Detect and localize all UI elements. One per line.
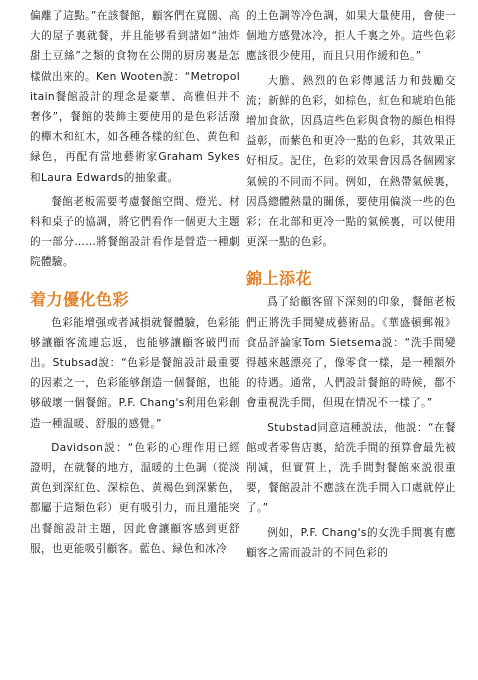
paragraph: 色彩能增强或者减損就餐體驗，色彩能够讓顧客流連忘返，也能够讓顧客破門而出。Stubsad說：“色彩是餐館設計最重要的因素之一，色彩能够創造一個餐館，也能够破壞一個餐館。P.F. Chang's利用色彩創造一種温暖、舒服的感覺。” — [30, 316, 240, 430]
left-column — [30, 6, 240, 559]
paragraph: 例如，P.F. Chang's的女洗手間裏有應顧客之需而設計的不同色彩的 — [246, 526, 456, 559]
section-heading: 着力優化色彩 — [30, 289, 130, 309]
paragraph: 偏離了這點。”在該餐館，顧客們在寬闊、高大的屋子裏就餐，并且能够看到諸如“油炸甜土豆絲”之類的食物在公開的厨房裏是怎樣做出來的。Ken Wooten說：“Metropolitain餐館設計的理念是豪華、高雅但并不奢侈”，餐館的裝飾主要使用的是色彩活潑的櫸木和紅木，如各種各樣的紅色、黄色和緑色，再配有當地藝術家Graham Sykes和Laura Edwards的抽象畫。 — [30, 10, 240, 184]
paragraph: 餐館老板需要考慮餐館空間、燈光、材料和桌子的協調，將它們看作一個更大主題的一部分……將餐館設計看作是營造一種劇院體驗。 — [30, 195, 240, 269]
paragraph: 爲了給顧客留下深刻的印象，餐館老板們正將洗手間變成藝術品。《華盛頓郵報》食品評論家Tom Sietsema説：“洗手間變得越來越漂亮了，像零食一樣，是一種額外的待遇。通常，人們設計餐館的時候，都不會重視洗手間，但現在情况不一樣了。” — [246, 296, 456, 410]
section-heading: 錦上添花 — [246, 269, 313, 289]
paragraph: Davidson説：“色彩的心理作用已經證明，在就餐的地方，温暖的土色調（從淡黄色到深紅色、深棕色、黄褐色到深紫色，都屬于這類色彩）更有吸引力，而且還能突出餐館設計主題，因此會讓顧客感到更舒服，也更能吸引顧客。藍色、緑色和冰冷 — [30, 441, 240, 555]
paragraph: 大膽、熱烈的色彩傳遞活力和鼓勵交流；新鮮的色彩，如棕色，紅色和琥珀色能增加食欲，因爲這些色彩與食物的顔色相得益彰，而紫色和更冷一點的色彩，其效果正好相反。記住，色彩的效果會因爲各個國家氣候的不同而不同。例如，在熱帶氣候裏，因爲總體熱量的關係，要使用偏淡一些的色彩；在北部和更冷一點的氣候裏，可以使用更深一點的色彩。 — [246, 74, 456, 249]
paragraph: 的土色調等冷色調，如果大量使用，會使一個地方感覺冰冷，拒人千裏之外。這些色彩應該很少使用，而且只用作緩和色。” — [246, 10, 456, 63]
paragraph: Stubstad同意這種説法，他説：“在餐館或者零售店裏，給洗手間的預算會最先被削减，但實質上，洗手間對餐館來説很重要，餐館設計不應該在洗手間入口處就停止了。” — [246, 421, 456, 515]
right-column — [246, 6, 456, 563]
